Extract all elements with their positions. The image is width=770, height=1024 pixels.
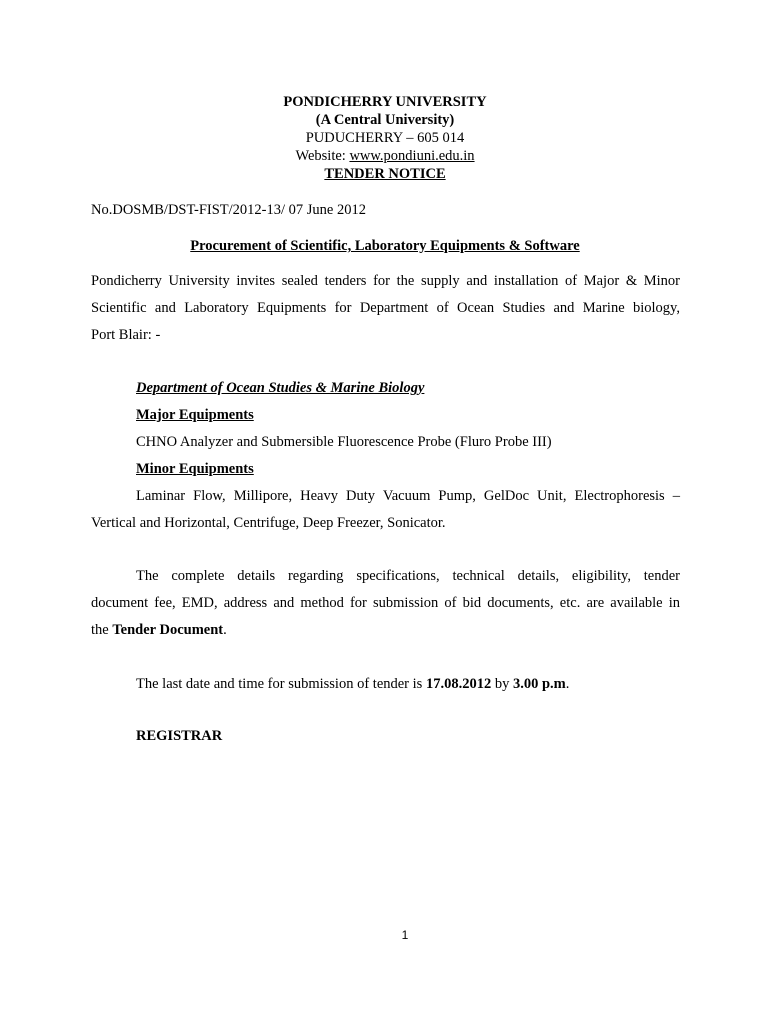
website-label: Website: [295,148,350,164]
minor-equipments-line-2: Vertical and Horizontal, Centrifuge, Deep Freezer, Sonicator. [91,515,446,531]
website-link[interactable]: www.pondiuni.edu.in [349,148,475,164]
details-line-3-prefix: the [91,622,113,638]
reference-number: No.DOSMB/DST-FIST/2012-13/ 07 June 2012 [91,202,366,218]
deadline-prefix: The last date and time for submission of tender is [136,676,426,692]
university-city: PUDUCHERRY – 605 014 [305,130,465,146]
major-equipments-list: CHNO Analyzer and Submersible Fluorescence Probe (Fluro Probe III) [136,434,552,450]
deadline-suffix: . [565,676,570,692]
intro-line-3: Port Blair: - [91,327,161,343]
details-line-3-suffix: . [223,622,227,638]
deadline-middle: by [491,676,513,692]
deadline-line [136,676,569,693]
minor-equipments-heading: Minor Equipments [136,461,254,477]
website-line [0,148,770,165]
minor-equipments-line-1: Laminar Flow, Millipore, Heavy Duty Vacuum Pump, GelDoc Unit, Electrophoresis – [136,488,680,504]
deadline-time: 3.00 p.m [512,676,566,692]
subject-heading: Procurement of Scientific, Laboratory Equipments & Software [190,238,580,254]
intro-line-1: Pondicherry University invites sealed tenders for the supply and installation of Major & Minor [91,273,680,289]
signatory: REGISTRAR [136,728,223,744]
notice-title: TENDER NOTICE [324,166,446,182]
intro-line-2: Scientific and Laboratory Equipments for Department of Ocean Studies and Marine biology, [91,300,680,316]
university-name: PONDICHERRY UNIVERSITY [283,94,487,110]
deadline-date: 17.08.2012 [425,676,492,692]
major-equipments-heading: Major Equipments [136,407,254,423]
university-subtitle: (A Central University) [315,112,455,128]
details-line-3 [91,622,227,639]
tender-document-label: Tender Document [112,622,224,638]
details-line-2: document fee, EMD, address and method for submission of bid documents, etc. are available in [91,595,680,611]
page-number: 1 [401,928,409,942]
department-heading: Department of Ocean Studies & Marine Biology [136,380,425,396]
details-line-1: The complete details regarding specifications, technical details, eligibility, tender [136,568,680,584]
